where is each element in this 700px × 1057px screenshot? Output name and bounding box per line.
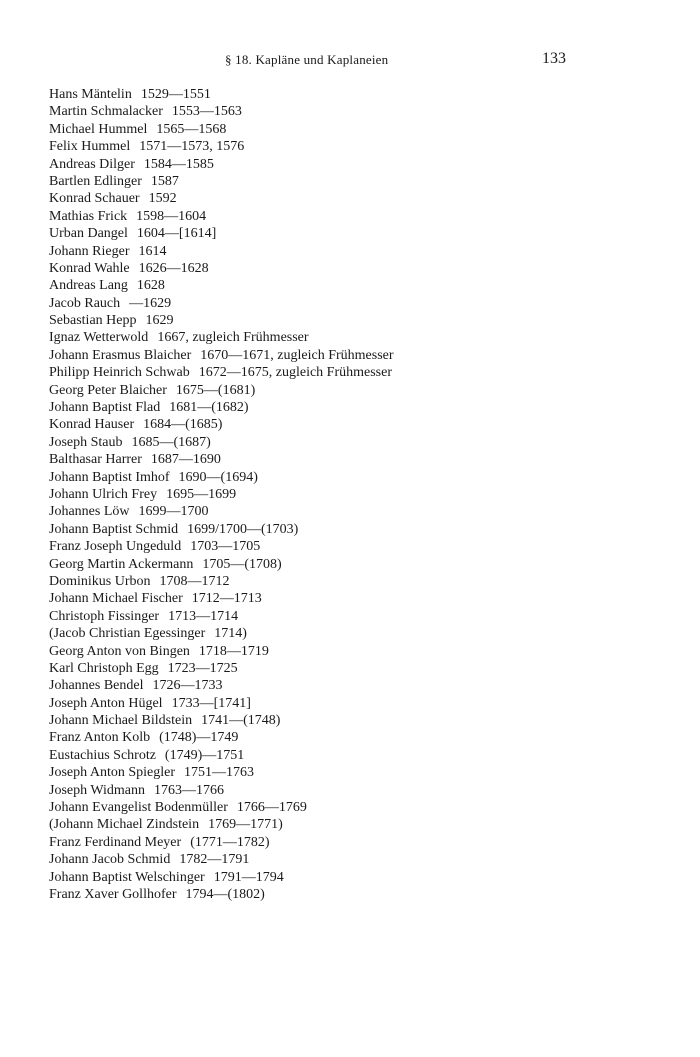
chaplain-name: Konrad Schauer xyxy=(49,191,140,207)
chaplain-years: 1712—1713 xyxy=(191,591,262,607)
chaplain-name: Johann Ulrich Frey xyxy=(49,486,158,502)
chaplain-name: Joseph Anton Spiegler xyxy=(49,765,175,781)
list-item xyxy=(49,190,394,207)
chaplain-name: Andreas Dilger xyxy=(49,156,135,172)
chaplain-years: 1629 xyxy=(145,313,174,329)
chaplain-years: 1733—[1741] xyxy=(171,695,251,711)
chaplain-name: Joseph Staub xyxy=(49,434,123,450)
list-item xyxy=(49,208,394,225)
list-item xyxy=(49,625,394,642)
chaplain-years: 1763—1766 xyxy=(154,782,225,798)
list-item xyxy=(49,695,394,712)
chaplain-years: 1685—(1687) xyxy=(131,434,211,450)
chaplain-name: Franz Anton Kolb xyxy=(49,730,151,746)
chaplain-name: Franz Ferdinand Meyer xyxy=(49,834,182,850)
chaplain-name: Johannes Bendel xyxy=(49,678,144,694)
chaplain-years: —1629 xyxy=(129,295,172,311)
list-item xyxy=(49,869,394,886)
chaplain-years: 1553—1563 xyxy=(171,104,242,120)
chaplain-name: Dominikus Urbon xyxy=(49,573,151,589)
chaplain-years: 1604—[1614] xyxy=(136,226,217,242)
chaplain-years: 1598—1604 xyxy=(136,208,207,224)
chaplain-years: 1791—1794 xyxy=(213,869,284,885)
list-item xyxy=(49,782,394,799)
list-item xyxy=(49,121,394,138)
chaplain-years: (1771—1782) xyxy=(190,834,270,850)
chaplain-years: 1705—(1708) xyxy=(202,556,282,572)
list-item xyxy=(49,538,394,555)
chaplain-years: 1565—1568 xyxy=(156,121,227,137)
list-item xyxy=(49,573,394,590)
chaplain-years: 1614 xyxy=(138,243,167,259)
list-item xyxy=(49,816,394,833)
list-item xyxy=(49,277,394,294)
chaplain-years: 1672—1675, zugleich Frühmesser xyxy=(198,365,393,381)
chaplain-name: Johann Michael Bildstein xyxy=(49,713,193,729)
chaplain-name: (Jacob Christian Egessinger xyxy=(49,626,206,642)
list-item xyxy=(49,434,394,451)
list-item xyxy=(49,347,394,364)
chaplain-name: (Johann Michael Zindstein xyxy=(49,817,200,833)
chaplain-name: Ignaz Wetterwold xyxy=(49,330,149,346)
list-item xyxy=(49,416,394,433)
list-item xyxy=(49,382,394,399)
list-item xyxy=(49,643,394,660)
list-item xyxy=(49,834,394,851)
chaplain-years: 1695—1699 xyxy=(166,486,237,502)
chaplain-name: Felix Hummel xyxy=(49,139,131,155)
chaplain-name: Joseph Anton Hügel xyxy=(49,695,163,711)
chaplain-years: 1766—1769 xyxy=(236,800,307,816)
list-item xyxy=(49,660,394,677)
list-item xyxy=(49,173,394,190)
chaplain-years: 1782—1791 xyxy=(179,852,250,868)
chaplain-years: 1741—(1748) xyxy=(201,713,281,729)
chaplain-name: Johann Baptist Imhof xyxy=(49,469,170,485)
chaplain-years: 1675—(1681) xyxy=(175,382,256,398)
chaplain-name: Urban Dangel xyxy=(49,226,128,242)
chaplain-name: Eustachius Schrotz xyxy=(49,747,156,763)
chaplain-years: 1751—1763 xyxy=(184,765,254,781)
list-item xyxy=(49,260,394,277)
chaplain-years: 1670—1671, zugleich Frühmesser xyxy=(200,347,394,363)
chaplain-years: 1718—1719 xyxy=(198,643,269,659)
chaplain-years: 1529—1551 xyxy=(140,87,211,102)
list-item xyxy=(49,521,394,538)
chaplain-years: 1628 xyxy=(136,278,165,294)
chaplain-years: 1571—1573, 1576 xyxy=(139,139,245,155)
chaplain-years: 1667, zugleich Frühmesser xyxy=(157,330,309,346)
chaplain-name: Georg Anton von Bingen xyxy=(49,643,190,659)
chaplain-name: Karl Christoph Egg xyxy=(49,660,159,676)
chaplain-years: 1703—1705 xyxy=(190,539,261,555)
chaplain-years: 1723—1725 xyxy=(167,660,238,676)
chaplain-years: 1690—(1694) xyxy=(178,469,258,485)
list-item xyxy=(49,225,394,242)
chaplain-years: 1587 xyxy=(150,173,179,189)
chaplain-name: Johann Baptist Schmid xyxy=(49,521,179,537)
chaplain-name: Franz Joseph Ungeduld xyxy=(49,539,182,555)
chaplain-years: 1584—1585 xyxy=(143,156,214,172)
chaplain-years: 1794—(1802) xyxy=(185,886,265,902)
list-item xyxy=(49,764,394,781)
chaplain-name: Christoph Fissinger xyxy=(49,608,160,624)
chaplain-name: Sebastian Hepp xyxy=(49,313,137,329)
list-item xyxy=(49,556,394,573)
chaplain-name: Konrad Hauser xyxy=(49,417,135,433)
chaplain-name: Bartlen Edlinger xyxy=(49,173,142,189)
chaplain-years: 1769—1771) xyxy=(208,817,283,833)
list-item xyxy=(49,399,394,416)
list-item xyxy=(49,364,394,381)
list-item xyxy=(49,451,394,468)
chaplain-years: (1749)—1751 xyxy=(164,747,245,763)
chaplain-name: Johann Rieger xyxy=(49,243,130,259)
chaplain-name: Andreas Lang xyxy=(49,278,128,294)
chaplain-name: Philipp Heinrich Schwab xyxy=(49,365,190,381)
list-item xyxy=(49,677,394,694)
chaplain-years: 1699—1700 xyxy=(138,504,209,520)
chaplain-name: Joseph Widmann xyxy=(49,782,146,798)
list-item xyxy=(49,138,394,155)
chaplain-years: (1748)—1749 xyxy=(159,730,239,746)
chaplain-name: Martin Schmalacker xyxy=(49,104,163,120)
chaplain-name: Konrad Wahle xyxy=(49,260,130,276)
chaplain-name: Johann Michael Fischer xyxy=(49,591,183,607)
chaplain-name: Franz Xaver Gollhofer xyxy=(49,886,177,902)
chaplain-name: Hans Mäntelin xyxy=(49,87,132,102)
chaplain-name: Johann Baptist Flad xyxy=(49,400,161,416)
chaplain-years: 1714) xyxy=(214,626,247,642)
list-item xyxy=(49,86,394,103)
chaplain-years: 1681—(1682) xyxy=(169,400,249,416)
chaplain-name: Johann Evangelist Bodenmüller xyxy=(49,800,228,816)
chaplain-years: 1687—1690 xyxy=(150,452,221,468)
chaplain-name: Jacob Rauch xyxy=(49,295,121,311)
list-item xyxy=(49,469,394,486)
running-title: § 18. Kapläne und Kaplaneien xyxy=(225,52,389,67)
list-item xyxy=(49,486,394,503)
list-item xyxy=(49,799,394,816)
list-item xyxy=(49,329,394,346)
chaplain-years: 1699/1700—(1703) xyxy=(187,521,299,537)
chaplain-years: 1713—1714 xyxy=(168,608,239,624)
chaplain-name: Mathias Frick xyxy=(49,208,128,224)
chaplain-name: Johann Erasmus Blaicher xyxy=(49,347,192,363)
chaplain-years: 1592 xyxy=(148,191,177,207)
chaplain-name: Johann Baptist Welschinger xyxy=(49,869,205,885)
list-item xyxy=(49,851,394,868)
list-item xyxy=(49,590,394,607)
list-item xyxy=(49,243,394,260)
chaplain-name: Georg Peter Blaicher xyxy=(49,382,167,398)
running-head xyxy=(0,50,700,70)
chaplain-list xyxy=(49,86,394,903)
list-item xyxy=(49,886,394,903)
list-item xyxy=(49,156,394,173)
list-item xyxy=(49,712,394,729)
chaplain-name: Michael Hummel xyxy=(49,121,148,137)
chaplain-years: 1726—1733 xyxy=(152,678,223,694)
chaplain-name: Johannes Löw xyxy=(49,504,130,520)
chaplain-name: Balthasar Harrer xyxy=(49,452,142,468)
list-item xyxy=(49,503,394,520)
chaplain-name: Johann Jacob Schmid xyxy=(49,852,171,868)
list-item xyxy=(49,608,394,625)
chaplain-years: 1708—1712 xyxy=(159,573,230,589)
page-number: 133 xyxy=(542,50,566,67)
list-item xyxy=(49,312,394,329)
chaplain-name: Georg Martin Ackermann xyxy=(49,556,194,572)
list-item xyxy=(49,295,394,312)
list-item xyxy=(49,747,394,764)
chaplain-years: 1684—(1685) xyxy=(143,417,223,433)
list-item xyxy=(49,103,394,120)
list-item xyxy=(49,729,394,746)
chaplain-years: 1626—1628 xyxy=(138,260,209,276)
